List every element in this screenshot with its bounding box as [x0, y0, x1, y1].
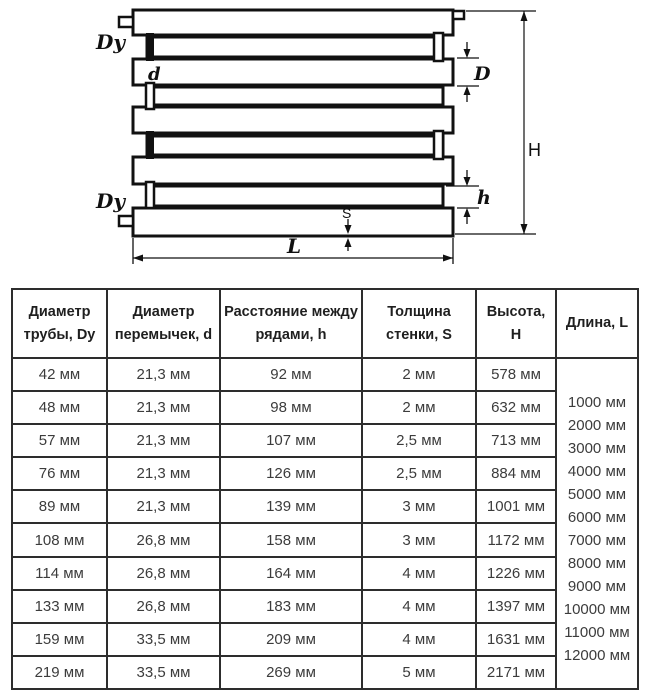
label-L: L	[287, 234, 302, 258]
table-row	[12, 590, 638, 623]
table-cell: 183 мм	[220, 590, 362, 623]
table-row	[12, 557, 638, 590]
table-cell: 1397 мм	[476, 590, 556, 623]
length-value: 3000 мм	[567, 440, 627, 457]
table-cell: 107 мм	[220, 424, 362, 457]
header-wall-thickness: Толщина стенки, S	[362, 289, 476, 358]
label-S: S	[342, 205, 352, 221]
label-H: H	[528, 140, 541, 160]
length-value: 7000 мм	[567, 532, 627, 549]
table-cell: 713 мм	[476, 424, 556, 457]
table-cell: 133 мм	[12, 590, 107, 623]
length-value: 4000 мм	[567, 463, 627, 480]
table-cell: 26,8 мм	[107, 557, 220, 590]
table-cell: 2 мм	[362, 358, 476, 391]
table-cell: 1172 мм	[476, 523, 556, 556]
spec-table	[11, 288, 639, 690]
table-row	[12, 457, 638, 490]
table-cell: 98 мм	[220, 391, 362, 424]
label-dy-bottom: Dy	[96, 189, 125, 213]
table-cell: 4 мм	[362, 623, 476, 656]
table-cell: 21,3 мм	[107, 424, 220, 457]
table-cell: 2,5 мм	[362, 457, 476, 490]
table-cell: 21,3 мм	[107, 457, 220, 490]
table-cell: 42 мм	[12, 358, 107, 391]
table-cell: 48 мм	[12, 391, 107, 424]
table-row	[12, 490, 638, 523]
label-d: d	[148, 64, 161, 85]
table-row	[12, 656, 638, 689]
header-jumper-diameter: Диаметр перемычек, d	[107, 289, 220, 358]
table-cell: 76 мм	[12, 457, 107, 490]
table-cell: 89 мм	[12, 490, 107, 523]
table-cell: 269 мм	[220, 656, 362, 689]
length-value: 11000 мм	[564, 624, 630, 641]
table-cell: 126 мм	[220, 457, 362, 490]
header-height: Высота, H	[476, 289, 556, 358]
label-h: h	[477, 187, 491, 209]
table-cell: 1226 мм	[476, 557, 556, 590]
header-length: Длина, L	[556, 289, 638, 358]
table-cell: 21,3 мм	[107, 391, 220, 424]
table-cell: 5 мм	[362, 656, 476, 689]
table-row	[12, 424, 638, 457]
table-cell: 21,3 мм	[107, 358, 220, 391]
table-cell: 4 мм	[362, 557, 476, 590]
register-diagram	[0, 0, 647, 285]
table-cell: 108 мм	[12, 523, 107, 556]
label-D: D	[474, 63, 491, 85]
table-cell: 21,3 мм	[107, 490, 220, 523]
table-cell: 57 мм	[12, 424, 107, 457]
length-value: 5000 мм	[567, 486, 627, 503]
table-cell: 3 мм	[362, 490, 476, 523]
table-cell: 159 мм	[12, 623, 107, 656]
length-value: 2000 мм	[567, 417, 627, 434]
length-merged-cell	[556, 358, 638, 689]
table-cell: 219 мм	[12, 656, 107, 689]
header-pipe-diameter: Диаметр трубы, Dy	[12, 289, 107, 358]
header-row-spacing: Расстояние между рядами, h	[220, 289, 362, 358]
header-row	[12, 289, 638, 358]
table-cell: 1001 мм	[476, 490, 556, 523]
table-cell: 2 мм	[362, 391, 476, 424]
table-cell: 209 мм	[220, 623, 362, 656]
table-cell: 884 мм	[476, 457, 556, 490]
length-value: 8000 мм	[567, 555, 627, 572]
table-row	[12, 623, 638, 656]
table-cell: 2171 мм	[476, 656, 556, 689]
table-cell: 632 мм	[476, 391, 556, 424]
length-value: 12000 мм	[563, 647, 631, 664]
table-cell: 26,8 мм	[107, 523, 220, 556]
table-cell: 4 мм	[362, 590, 476, 623]
length-value: 6000 мм	[567, 509, 627, 526]
table-cell: 33,5 мм	[107, 656, 220, 689]
table-cell: 3 мм	[362, 523, 476, 556]
length-value: 9000 мм	[567, 578, 627, 595]
table-row	[12, 523, 638, 556]
length-value: 1000 мм	[567, 394, 627, 411]
table-cell: 114 мм	[12, 557, 107, 590]
table-row	[12, 358, 638, 391]
length-value: 10000 мм	[563, 601, 631, 618]
table-cell: 158 мм	[220, 523, 362, 556]
table-cell: 26,8 мм	[107, 590, 220, 623]
table-cell: 33,5 мм	[107, 623, 220, 656]
table-cell: 92 мм	[220, 358, 362, 391]
spec-table-body	[12, 358, 638, 689]
table-cell: 2,5 мм	[362, 424, 476, 457]
table-cell: 1631 мм	[476, 623, 556, 656]
table-cell: 578 мм	[476, 358, 556, 391]
table-row	[12, 391, 638, 424]
label-dy-top: Dy	[96, 30, 125, 54]
table-cell: 164 мм	[220, 557, 362, 590]
table-cell: 139 мм	[220, 490, 362, 523]
